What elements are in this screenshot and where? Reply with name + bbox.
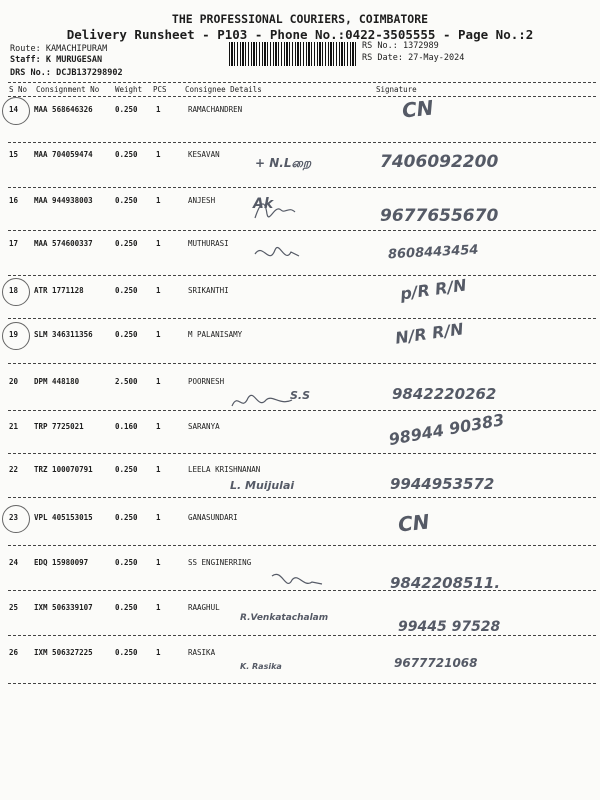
row-consignee: RASIKA (188, 648, 216, 657)
row-pcs: 1 (156, 558, 161, 567)
row-weight: 0.250 (115, 648, 138, 657)
row-pcs: 1 (156, 465, 161, 474)
col-weight: Weight (115, 85, 143, 94)
row-consignment-no: EDQ 15980097 (34, 558, 89, 567)
drs-value: DCJB137298902 (56, 68, 123, 78)
row-consignment-no: TRP 7725021 (34, 422, 84, 431)
row-sno: 22 (9, 465, 19, 474)
signature-scribble (272, 572, 332, 598)
rs-no-value: 1372989 (402, 41, 439, 51)
handwritten-signature: p/R R/N (399, 275, 468, 304)
row-consignee: RAAGHUL (188, 603, 220, 612)
barcode (229, 42, 357, 66)
row-divider (8, 545, 596, 546)
row-consignee: SARANYA (188, 422, 220, 431)
row-pcs: 1 (156, 377, 161, 386)
row-consignee: MUTHURASI (188, 239, 229, 248)
row-consignee: POORNESH (188, 377, 225, 386)
row-pcs: 1 (156, 150, 161, 159)
route-line (10, 44, 107, 54)
row-consignment-no: MAA 574600337 (34, 239, 93, 248)
table-row (0, 377, 600, 417)
row-divider (8, 497, 596, 498)
handwritten-signature: 8608443454 (387, 242, 479, 263)
row-divider (8, 142, 596, 143)
handwritten-signature: 9944953572 (390, 475, 495, 493)
row-weight: 0.160 (115, 422, 138, 431)
table-row (0, 603, 600, 643)
row-consignment-no: IXM 506327225 (34, 648, 93, 657)
row-pcs: 1 (156, 422, 161, 431)
handwritten-note: + N.Lறை (255, 156, 312, 170)
row-sno: 25 (9, 603, 19, 612)
table-row (0, 465, 600, 505)
handwritten-note: L. Muijulai (230, 479, 295, 492)
signature-cell (380, 196, 590, 234)
row-divider (8, 453, 596, 454)
row-weight: 0.250 (115, 105, 138, 114)
handwritten-signature: 7406092200 (380, 152, 499, 172)
row-consignee: M PALANISAMY (188, 330, 243, 339)
route-value: KAMACHIPURAM (45, 44, 108, 54)
staff-line (10, 55, 102, 65)
row-weight: 0.250 (115, 465, 138, 474)
drs-line (10, 68, 123, 78)
header-top-rule (8, 82, 596, 83)
row-weight: 0.250 (115, 286, 138, 295)
col-sno: S No (9, 85, 28, 94)
col-signature: Signature (376, 85, 417, 94)
col-consignment: Consignment No (36, 85, 100, 94)
row-sno: 23 (9, 513, 19, 522)
row-consignee: GANASUNDARI (188, 513, 238, 522)
row-sno: 20 (9, 377, 19, 386)
drs-label: DRS No.: (10, 68, 51, 78)
rs-no-line (362, 41, 439, 51)
row-pcs: 1 (156, 603, 161, 612)
signature-scribble (232, 392, 292, 418)
row-consignment-no: IXM 506339107 (34, 603, 93, 612)
row-consignee: LEELA KRISHNANAN (188, 465, 261, 474)
row-sno: 14 (9, 105, 19, 114)
row-consignment-no: MAA 944938003 (34, 196, 93, 205)
staff-value: K MURUGESAN (45, 55, 103, 65)
handwritten-signature: 98944 90383 (387, 409, 506, 450)
table-row (0, 648, 600, 688)
handwritten-note: S.S (290, 389, 311, 402)
row-sno: 16 (9, 196, 19, 205)
row-divider (8, 318, 596, 319)
row-consignment-no: MAA 568646326 (34, 105, 93, 114)
handwritten-signature: CN (396, 509, 431, 537)
row-pcs: 1 (156, 286, 161, 295)
row-consignee: SS ENGINERRING (188, 558, 252, 567)
rs-date-line (362, 53, 464, 63)
row-weight: 0.250 (115, 196, 138, 205)
row-divider (8, 635, 596, 636)
row-sno: 24 (9, 558, 19, 567)
col-consignee: Consignee Details (185, 85, 262, 94)
handwritten-signature: 99445 97528 (398, 619, 501, 635)
col-pcs: PCS (153, 85, 167, 94)
table-row (0, 409, 600, 462)
row-consignment-no: VPL 405153015 (34, 513, 93, 522)
table-row (0, 95, 600, 145)
row-weight: 0.250 (115, 330, 138, 339)
signature-cell (380, 648, 590, 686)
row-pcs: 1 (156, 330, 161, 339)
signature-cell (380, 239, 590, 277)
signature-scribble (255, 244, 315, 270)
row-divider (8, 187, 596, 188)
handwritten-note: Ak (253, 196, 274, 212)
row-sno: 19 (9, 330, 19, 339)
handwritten-signature: 9842220262 (392, 385, 497, 403)
signature-cell (380, 409, 590, 460)
handwritten-signature: 9677721068 (394, 656, 478, 670)
table-row (0, 150, 600, 190)
row-pcs: 1 (156, 105, 161, 114)
row-divider (8, 363, 596, 364)
row-weight: 0.250 (115, 603, 138, 612)
row-sno: 15 (9, 150, 19, 159)
row-pcs: 1 (156, 513, 161, 522)
row-consignment-no: TRZ 100070791 (34, 465, 93, 474)
row-weight: 0.250 (115, 239, 138, 248)
handwritten-signature: CN (400, 95, 435, 123)
row-consignee: SRIKANTHI (188, 286, 229, 295)
handwritten-note: K. Rasika (240, 662, 282, 671)
handwritten-signature: N/R R/N (394, 319, 465, 348)
row-consignment-no: MAA 704059474 (34, 150, 93, 159)
row-pcs: 1 (156, 196, 161, 205)
row-consignee: KESAVAN (188, 150, 220, 159)
row-sno: 21 (9, 422, 19, 431)
row-weight: 0.250 (115, 150, 138, 159)
row-sno: 26 (9, 648, 19, 657)
row-divider (8, 410, 596, 411)
row-weight: 0.250 (115, 558, 138, 567)
row-divider (8, 230, 596, 231)
signature-cell (380, 150, 590, 188)
row-consignment-no: ATR 1771128 (34, 286, 84, 295)
row-sno: 18 (9, 286, 19, 295)
table-row (0, 275, 600, 326)
row-weight: 2.500 (115, 377, 138, 386)
row-divider (8, 275, 596, 276)
row-consignment-no: SLM 346311356 (34, 330, 93, 339)
runsheet-title: Delivery Runsheet - P103 - Phone No.:0422-3505555 - Page No.:2 (66, 27, 534, 42)
route-label: Route: (10, 44, 41, 54)
table-row (0, 319, 600, 370)
signature-scribble (255, 200, 315, 226)
rs-date-label: RS Date: (362, 53, 403, 63)
handwritten-signature: 9677655670 (380, 206, 499, 226)
rs-no-label: RS No.: (362, 41, 398, 51)
handwritten-note: R.Venkatachalam (240, 613, 329, 623)
row-consignee: RAMACHANDREN (188, 105, 243, 114)
row-consignee: ANJESH (188, 196, 216, 205)
staff-label: Staff: (10, 55, 41, 65)
signature-cell (380, 95, 590, 143)
row-pcs: 1 (156, 648, 161, 657)
row-sno: 17 (9, 239, 19, 248)
table-row (0, 509, 600, 553)
handwritten-signature: 9842208511. (390, 574, 501, 592)
header-bottom-rule (8, 96, 596, 97)
rs-date-value: 27-May-2024 (408, 53, 465, 63)
company-title: THE PROFESSIONAL COURIERS, COIMBATORE (171, 12, 429, 26)
row-weight: 0.250 (115, 513, 138, 522)
row-consignment-no: DPM 448180 (34, 377, 80, 386)
row-pcs: 1 (156, 239, 161, 248)
row-divider (8, 683, 596, 684)
